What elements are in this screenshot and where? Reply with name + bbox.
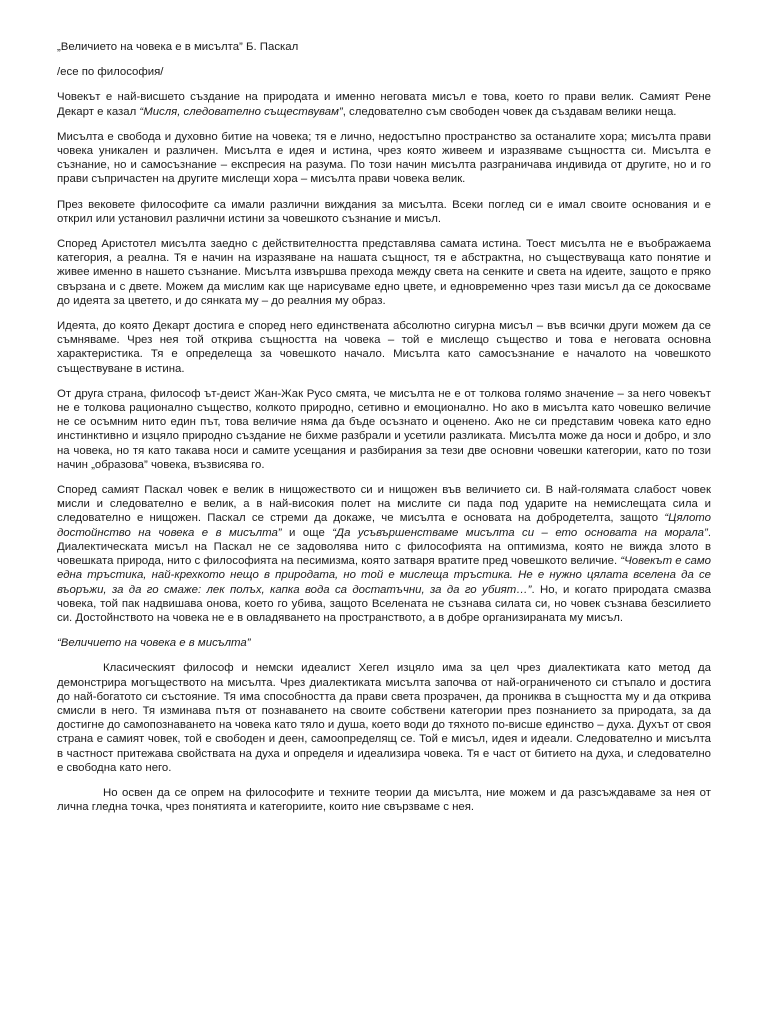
paragraph-freedom: Мисълта е свобода и духовно битие на човека; тя е лично, недостъпно пространство за останалите хора; мисълта прави човека уникален и различен. Мисълта е идея и истина, чрез която живеем и изразяваме същността си. Мисълта е съзнание, но и самосъзнание – експресия на разума. По този начин мисълта разграничава индивида от другите, но и го прави съпричастен на другите мислещи хора – мисълта прави човека велик. <box>57 130 711 186</box>
paragraph-descartes: Идеята, до която Декарт достига е според него единствената абсолютно сигурна мисъл – във всички други можем да се съмняваме. Чрез нея той открива същността на човека – той е мислещо същество и това е неговата основна характеристика. Тя е определеща за човешкото начало. Мисълта като самосъзнание е началото на човешкото съществуване в истина. <box>57 320 711 375</box>
text-run: . Диалектическата мисъл на Паскал не се задоволява нито с философията на оптимизма, която не вижда злото в човешката природа, нито с философията на песимизма, която затваря вратите пред човешкото величие. <box>57 526 711 568</box>
quote-pascal-dignity: “Цялото достойнство на човека е в мисълта” <box>57 512 711 539</box>
text-run: Човекът е най-висшето създание на природата и именно неговата мисъл е това, което го прави велик. Самият Рене Декарт е казал <box>57 91 711 118</box>
quote-pascal-morals: “Да усъвършенстваме мисълта си – ето основата на морала” <box>332 526 708 539</box>
text-run: . Но, и когато природата смазва човека, той пак надвишава онова, което го убива, защото Вселената не съзнава силата си, но човек съзнава безсилието си. Достойнството на човека не е в овладяването на пространството, а в добре организираната му мисъл. <box>57 583 711 624</box>
quote-pascal-reed: “Човекът е само една тръстика, най-крехкото нещо в природата, но той е мислеща тръстика. Не е нужно цялата вселена да се въоръжи, за да го смаже: лек полъх, капка вода са достатъчни, за да го убият…” <box>57 555 712 596</box>
quote-descartes: “Мисля, следователно съществувам” <box>139 105 343 118</box>
text-run: , следователно съм свободен човек да създавам велики неща. <box>342 105 677 118</box>
paragraph-intro <box>57 90 711 118</box>
paragraph-philosophers: През вековете философите са имали различни виждания за мисълта. Всеки поглед си е имал своите основания и е открил или установил различни истини за човешкото съзнание и мисъл. <box>57 198 711 225</box>
text-run: Според самият Паскал човек е велик в нищожеството си и нищожен във величието си. В най-голямата слабост човек мисли и следователно е велик, а в най-високия полет на мислите си пада под ударите на немислещата сила и следователно е нищожен. Паскал се стреми да докаже, че мисълта е основата на добродетелта, защото <box>57 484 711 525</box>
paragraph-hegel: Класическият философ и немски идеалист Хегел изцяло има за цел чрез диалектиката като метод да демонстрира могъществото на мисълта. Чрез диалектиката мисълта започва от най-ограниченото си стъпало и достига до най-богатото си състояние. Тя има способността да прави света прозрачен, да прониква в същността му и да открива смисли в него. Тя изминава пътя от познаването на своите собствени категории през познанието за природата, за да достигне до самопознаването на човека като тяло и душа, което води до тяхното по-висше единство – духа. Духът от своя страна е самият човек, той е свободен и деен, самоопределящ се. Той е мисъл, идея и идеали. Следователно и мисълта в частност притежава свойствата на духа и определя и идеализира човека. Тя е част от битието на духа, и следователно е свободна като него. <box>57 662 711 774</box>
essay-title: „Величието на човека е в мисълта” Б. Паскал <box>57 41 299 53</box>
text-run: и още <box>281 526 333 539</box>
essay-subtitle: /есе по философия/ <box>57 66 164 79</box>
paragraph-personal-view: Но освен да се опрем на философите и техните теории да мисълта, ние можем и да разсъждаваме за нея от лична гледна точка, чрез понятията и категориите, които ние свързваме с нея. <box>57 786 711 814</box>
section-heading: “Величието на човека е в мисълта” <box>57 637 251 650</box>
paragraph-aristotle: Според Аристотел мисълта заедно с действителността представлява самата истина. Тоест мисълта не е въображаема категория, а реална. Тя е начин на изразяване на нашата същност, тя е абстрактна, но съществуваща като понятие и живее именно в нашето съзнание. Мисълта извършва прехода между света на сенките и света на идеите, защото е пряко свързана и с двете. Можем да мислим как ще нарисуваме едно цвете, и едновременно чрез тази мисъл да се докосваме до идеята за цветето, и до сянката му – до реалния му образ. <box>57 238 711 307</box>
paragraph-pascal <box>57 483 711 625</box>
paragraph-rousseau: От друга страна, философ ът-деист Жан-Жак Русо смята, че мисълта не е от толкова голямо значение – за него човекът не е толкова рационално същество, колкото природно, сетивно и емоционално. Но ако в мисълта като човешко величие не се осъмним нито един път, това величие няма да бъде осъзнато и оценено. Ако не си представим човека като едно инстинктивно и изцяло природно създание не бихме разбрали и усетили разликата. Мисълта може да носи и добро, и зло на човека, но тя като такава носи и самите усещания и разбирания за тези две основни човешки категории, като по този начин „образова” човека, възвисява го. <box>57 387 711 471</box>
